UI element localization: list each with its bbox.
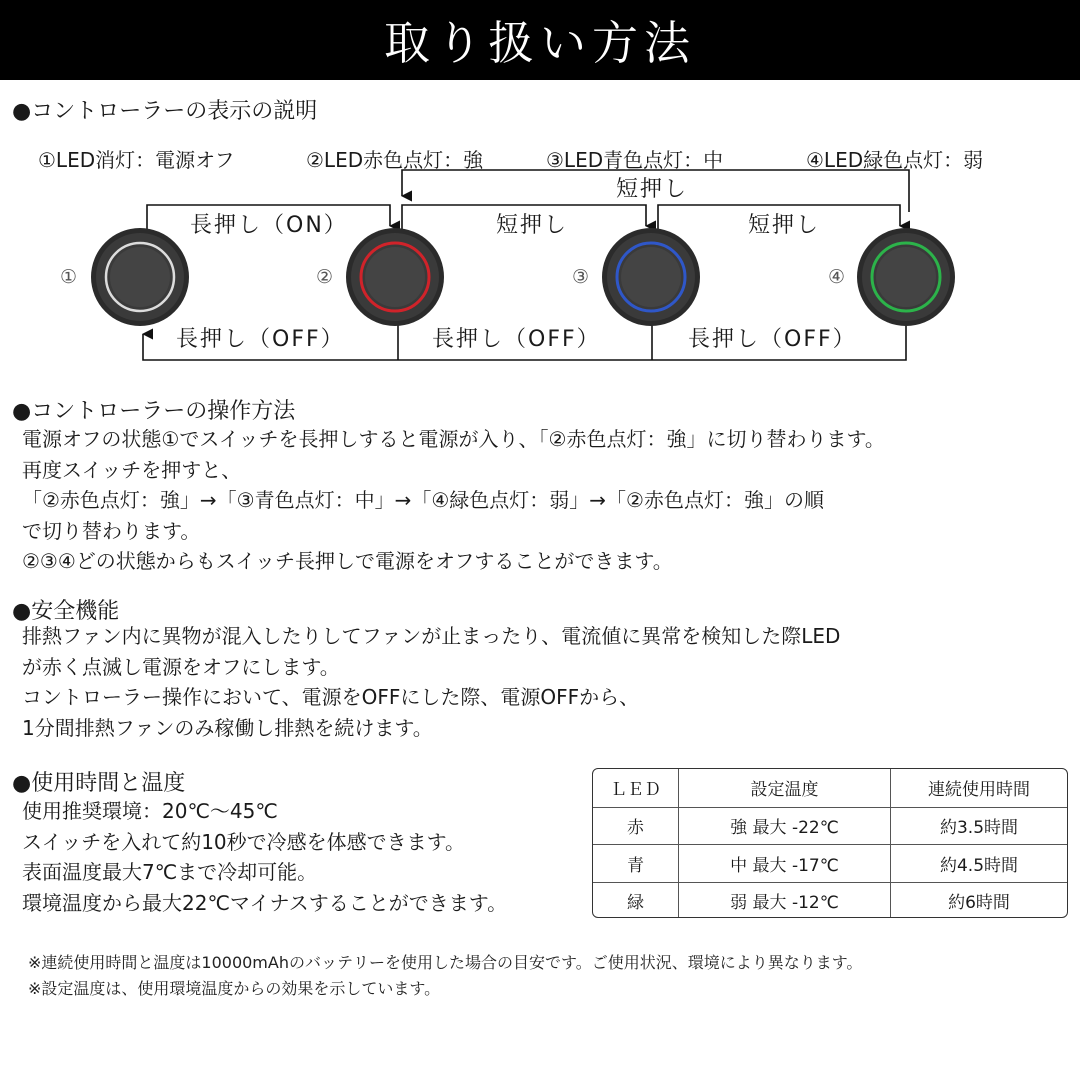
table-cell-time: 約3.5時間 [939, 818, 1019, 839]
label-short-press-3-4: 短押し [748, 213, 821, 238]
operation-line-5: ②③④どの状態からもスイッチ長押しで電源をオフすることができます。 [22, 549, 673, 573]
button-num-1: ① [60, 266, 78, 288]
spec-table [592, 768, 1068, 918]
table-row [593, 807, 1067, 845]
table-header-temp: 設定温度 [679, 769, 891, 807]
table-header-led: ＬＥＤ [593, 769, 679, 807]
table-row [593, 844, 1067, 882]
safety-line-1: 排熱ファン内に異物が混入したりしてファンが止まったり、電流値に異常を検知した際LED [22, 624, 841, 648]
button-state-4 [857, 228, 955, 326]
usage-line-4: 環境温度から最大22℃マイナスすることができます。 [22, 890, 508, 915]
label-short-press-2-3: 短押し [496, 213, 569, 238]
label-long-press-on: 長押し（ON） [190, 213, 348, 238]
table-header-time: 連続使用時間 [928, 780, 1030, 801]
button-num-4: ④ [828, 266, 846, 288]
usage-line-1: 使用推奨環境：20℃～45℃ [22, 799, 278, 823]
label-long-press-off-2: 長押し（OFF） [432, 327, 601, 352]
table-cell-time: 約4.5時間 [939, 855, 1019, 876]
button-state-2 [346, 228, 444, 326]
table-row [593, 882, 1067, 919]
button-num-2: ② [316, 266, 334, 288]
state-label-2: ②LED赤色点灯：強 [306, 148, 484, 172]
safety-line-3: コントローラー操作において、電源をOFFにした際、電源OFFから、 [22, 685, 640, 709]
button-num-3: ③ [572, 266, 590, 288]
label-long-press-off-1: 長押し（OFF） [176, 327, 345, 352]
footnote-2: ※設定温度は、使用環境温度からの効果を示しています。 [28, 979, 441, 998]
page-title: 取り扱い方法 [384, 16, 696, 70]
button-state-1 [91, 228, 189, 326]
table-cell-temp: 弱 最大 -12℃ [679, 883, 891, 919]
usage-text [22, 796, 507, 918]
safety-text [22, 621, 840, 743]
table-cell-led: 赤 [593, 808, 679, 845]
state-label-3: ③LED青色点灯：中 [546, 148, 724, 172]
usage-line-3: 表面温度最大7℃まで冷却可能。 [22, 860, 318, 884]
operation-line-2: 再度スイッチを押すと、 [22, 457, 242, 482]
table-header-row [593, 769, 1067, 807]
operation-line-3: 「②赤色点灯：強」→「③青色点灯：中」→「④緑色点灯：弱」→「②赤色点灯：強」の順 [22, 488, 824, 512]
safety-line-4: 1分間排熱ファンのみ稼働し排熱を続けます。 [22, 715, 433, 740]
table-cell-time: 約6時間 [948, 893, 1010, 914]
operation-line-1: 電源オフの状態①でスイッチを長押しすると電源が入り、「②赤色点灯：強」に切り替わります。 [22, 427, 885, 451]
button-state-3 [602, 228, 700, 326]
label-short-press-top: 短押し [616, 177, 689, 202]
display-section-title: ●コントローラーの表示の説明 [12, 99, 318, 124]
controller-state-diagram [0, 130, 1080, 380]
operation-section-title: ●コントローラーの操作方法 [12, 399, 296, 424]
safety-section-title: ●安全機能 [12, 599, 120, 624]
state-label-1: ①LED消灯：電源オフ [38, 148, 235, 172]
safety-line-2: が赤く点滅し電源をオフにします。 [22, 654, 340, 679]
usage-section-title: ●使用時間と温度 [12, 771, 186, 796]
usage-line-2: スイッチを入れて約10秒で冷感を体感できます。 [22, 829, 466, 854]
page-header [0, 0, 1080, 80]
operation-line-4: で切り替わります。 [22, 518, 201, 543]
footnote-1: ※連続使用時間と温度は10000mAhのバッテリーを使用した場合の目安です。ご使用状況、環境により異なります。 [28, 953, 863, 972]
table-cell-led: 青 [593, 845, 679, 882]
state-label-4: ④LED緑色点灯：弱 [806, 148, 984, 172]
label-long-press-off-3: 長押し（OFF） [688, 327, 857, 352]
table-cell-temp: 中 最大 -17℃ [679, 845, 891, 882]
table-cell-temp: 強 最大 -22℃ [679, 808, 891, 845]
table-cell-led: 緑 [593, 883, 679, 919]
operation-text [22, 424, 885, 577]
